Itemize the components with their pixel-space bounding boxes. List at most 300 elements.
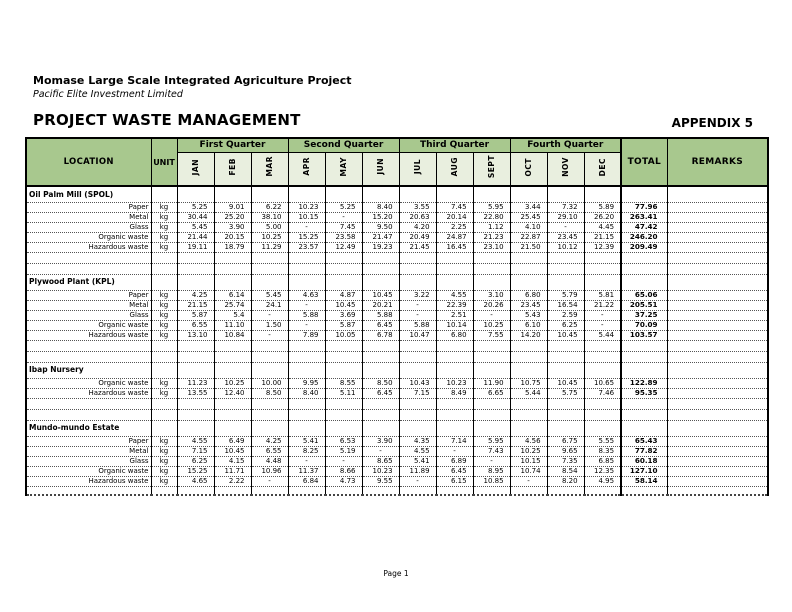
month-value-cell: 23.45 [547,232,584,242]
empty-cell [473,362,510,378]
month-value-cell: - [362,446,399,456]
empty-cell [399,274,436,290]
remarks-cell [667,420,768,436]
month-value-cell: 11.10 [214,320,251,330]
month-value-cell: 2.22 [214,476,251,486]
month-value-cell: 5.45 [177,222,214,232]
empty-cell [584,362,621,378]
spacer-cell [584,486,621,495]
spacer-cell [26,252,151,263]
month-value-cell: 5.00 [251,222,288,232]
month-value-cell: 6.84 [288,476,325,486]
empty-cell [214,362,251,378]
month-value-cell: 8.25 [288,446,325,456]
month-value-cell: 7.45 [436,202,473,212]
spacer-cell [362,263,399,274]
waste-type-label: Glass [26,456,151,466]
empty-cell [473,186,510,202]
spacer-cell [177,351,214,362]
table-row [26,436,768,446]
month-value-cell: 15.20 [362,212,399,222]
spacer-cell [251,486,288,495]
spacer-row [26,252,768,263]
month-value-cell: 10.15 [288,212,325,222]
month-value-cell: 7.46 [584,388,621,398]
spacer-cell [151,351,177,362]
spacer-cell [362,252,399,263]
month-value-cell: 8.95 [473,466,510,476]
empty-cell [177,420,214,436]
month-value-cell: 5.25 [325,202,362,212]
month-value-cell: 21.22 [584,300,621,310]
spacer-cell [667,409,768,420]
column-header-remarks: REMARKS [667,138,768,186]
remarks-cell [667,242,768,252]
quarter-header-first: First Quarter [177,138,288,152]
month-value-cell: 7.43 [473,446,510,456]
quarter-header-third: Third Quarter [399,138,510,152]
month-value-cell: 5.41 [399,456,436,466]
month-value-cell: - [399,310,436,320]
month-header-oct [510,152,547,186]
month-label: APR [301,157,311,177]
month-value-cell: 12.40 [214,388,251,398]
month-value-cell: 4.48 [251,456,288,466]
month-value-cell: 10.45 [547,378,584,388]
table-row [26,232,768,242]
unit-cell: kg [151,202,177,212]
spacer-cell [325,252,362,263]
waste-type-label: Paper [26,436,151,446]
month-value-cell: 11.23 [177,378,214,388]
month-value-cell: 6.80 [436,330,473,340]
month-value-cell: 10.47 [399,330,436,340]
month-value-cell: 2.51 [436,310,473,320]
month-value-cell: 5.88 [288,310,325,320]
spacer-cell [251,351,288,362]
empty-cell [510,186,547,202]
table-row [26,300,768,310]
month-value-cell: 6.45 [362,388,399,398]
spacer-cell [473,398,510,409]
empty-cell [362,420,399,436]
waste-type-label: Organic waste [26,320,151,330]
month-value-cell: 10.25 [214,378,251,388]
month-value-cell: 8.65 [362,456,399,466]
empty-cell [621,362,667,378]
spacer-cell [251,409,288,420]
month-value-cell: 6.55 [251,446,288,456]
month-value-cell: 21.15 [584,232,621,242]
row-total-cell: 65.43 [621,436,667,446]
empty-cell [399,362,436,378]
month-value-cell: 14.20 [510,330,547,340]
table-row [26,476,768,486]
month-header-dec [584,152,621,186]
month-value-cell: 23.57 [288,242,325,252]
month-value-cell: - [288,300,325,310]
spacer-cell [251,263,288,274]
month-value-cell: 5.11 [325,388,362,398]
spacer-cell [584,252,621,263]
spacer-cell [26,263,151,274]
month-value-cell: 10.85 [473,476,510,486]
month-value-cell: 6.15 [436,476,473,486]
month-value-cell: 6.49 [214,436,251,446]
spacer-cell [667,263,768,274]
column-header-total: TOTAL [621,138,667,186]
month-value-cell: 6.53 [325,436,362,446]
month-label: MAY [338,157,348,177]
month-value-cell: 5.25 [177,202,214,212]
month-label: MAR [264,156,274,178]
month-value-cell: 4.95 [584,476,621,486]
spacer-row [26,340,768,351]
waste-type-label: Paper [26,202,151,212]
unit-cell: kg [151,232,177,242]
month-value-cell: 5.88 [362,310,399,320]
month-label: OCT [523,157,533,176]
month-header-jun [362,152,399,186]
empty-cell [362,186,399,202]
month-value-cell: 3.90 [362,436,399,446]
month-value-cell: 10.74 [510,466,547,476]
table-row [26,320,768,330]
month-value-cell: 16.54 [547,300,584,310]
month-value-cell: - [436,446,473,456]
month-value-cell: 10.23 [436,378,473,388]
page-number: Page 1 [383,569,409,578]
month-value-cell: - [288,456,325,466]
month-value-cell: 10.45 [547,330,584,340]
month-value-cell: 4.73 [325,476,362,486]
empty-cell [399,186,436,202]
spacer-cell [436,340,473,351]
spacer-cell [667,340,768,351]
spacer-cell [214,263,251,274]
spacer-cell [584,409,621,420]
remarks-cell [667,320,768,330]
remarks-cell [667,274,768,290]
spacer-cell [177,409,214,420]
month-header-aug [436,152,473,186]
month-value-cell: 7.35 [547,456,584,466]
unit-cell: kg [151,436,177,446]
month-header-feb [214,152,251,186]
spacer-cell [288,398,325,409]
row-total-cell: 65.06 [621,290,667,300]
spacer-cell [288,486,325,495]
month-value-cell: 5.81 [584,290,621,300]
month-value-cell: 9.65 [547,446,584,456]
month-value-cell: 2.25 [436,222,473,232]
month-value-cell: 22.39 [436,300,473,310]
waste-type-label: Metal [26,300,151,310]
empty-cell [510,362,547,378]
month-value-cell: 22.80 [473,212,510,222]
month-value-cell: 24.87 [436,232,473,242]
row-total-cell: 246.20 [621,232,667,242]
remarks-cell [667,186,768,202]
quarter-header-row [26,138,768,152]
empty-cell [584,274,621,290]
spacer-cell [26,398,151,409]
month-value-cell: 4.55 [399,446,436,456]
row-total-cell: 209.49 [621,242,667,252]
waste-type-label: Glass [26,222,151,232]
month-label: FEB [227,158,237,176]
month-value-cell: 6.25 [177,456,214,466]
unit-cell: kg [151,222,177,232]
month-value-cell: 11.89 [399,466,436,476]
empty-cell [214,420,251,436]
remarks-cell [667,378,768,388]
month-value-cell: 5.44 [510,388,547,398]
spacer-cell [667,486,768,495]
waste-type-label: Organic waste [26,378,151,388]
unit-cell: kg [151,300,177,310]
month-value-cell: 5.41 [288,436,325,446]
table-row [26,330,768,340]
month-value-cell: 5.55 [584,436,621,446]
table-row [26,456,768,466]
month-value-cell: 23.45 [510,300,547,310]
month-value-cell: - [473,310,510,320]
waste-type-label: Hazardous waste [26,476,151,486]
empty-cell [177,274,214,290]
spacer-row [26,351,768,362]
spacer-cell [214,252,251,263]
month-value-cell: 4.25 [177,290,214,300]
month-label: JAN [190,158,200,175]
spacer-cell [288,252,325,263]
spacer-cell [26,351,151,362]
empty-cell [436,274,473,290]
section-title: Oil Palm Mill (SPOL) [26,186,151,202]
month-value-cell: 7.15 [177,446,214,456]
month-value-cell: 6.25 [547,320,584,330]
unit-cell: kg [151,242,177,252]
spacer-cell [547,263,584,274]
spacer-cell [177,263,214,274]
month-value-cell: 19.11 [177,242,214,252]
empty-cell [362,362,399,378]
empty-cell [473,274,510,290]
month-value-cell: 6.45 [362,320,399,330]
month-value-cell: 5.44 [584,330,621,340]
remarks-cell [667,290,768,300]
empty-cell [288,186,325,202]
spacer-cell [214,340,251,351]
month-value-cell: 10.96 [251,466,288,476]
month-value-cell: 5.87 [325,320,362,330]
spacer-cell [621,252,667,263]
month-value-cell: 25.74 [214,300,251,310]
remarks-cell [667,436,768,446]
month-value-cell: 11.37 [288,466,325,476]
spacer-cell [362,409,399,420]
waste-type-label: Hazardous waste [26,330,151,340]
month-value-cell: 16.45 [436,242,473,252]
appendix-label: APPENDIX 5 [671,116,753,130]
month-value-cell: 6.65 [473,388,510,398]
empty-cell [621,420,667,436]
month-value-cell: 6.14 [214,290,251,300]
month-value-cell: 20.26 [473,300,510,310]
column-header-unit: UNIT [151,138,177,186]
month-value-cell: 10.65 [584,378,621,388]
table-row [26,290,768,300]
month-value-cell: - [325,212,362,222]
month-value-cell: 21.44 [177,232,214,242]
table-row [26,310,768,320]
empty-cell [325,420,362,436]
month-value-cell: 10.75 [510,378,547,388]
empty-cell [288,420,325,436]
row-total-cell: 58.14 [621,476,667,486]
month-value-cell: 5.88 [399,320,436,330]
spacer-cell [288,409,325,420]
spacer-row [26,486,768,495]
month-value-cell: 20.15 [214,232,251,242]
month-value-cell: - [288,222,325,232]
unit-cell: kg [151,290,177,300]
spacer-row [26,409,768,420]
table-row [26,378,768,388]
waste-type-label: Organic waste [26,466,151,476]
spacer-cell [621,263,667,274]
month-value-cell: 30.44 [177,212,214,222]
month-value-cell: - [473,456,510,466]
unit-cell: kg [151,476,177,486]
row-total-cell: 263.41 [621,212,667,222]
empty-cell [214,186,251,202]
empty-cell [510,420,547,436]
month-value-cell: 25.20 [214,212,251,222]
month-value-cell: 8.49 [436,388,473,398]
row-total-cell: 37.25 [621,310,667,320]
month-value-cell: 15.25 [177,466,214,476]
month-header-jan [177,152,214,186]
empty-cell [584,420,621,436]
empty-cell [621,274,667,290]
spacer-cell [288,263,325,274]
month-value-cell: 3.69 [325,310,362,320]
month-value-cell: 6.10 [510,320,547,330]
month-value-cell: 10.15 [510,456,547,466]
spacer-row [26,263,768,274]
month-value-cell: 3.55 [399,202,436,212]
month-value-cell: 3.90 [214,222,251,232]
waste-type-label: Hazardous waste [26,242,151,252]
empty-cell [547,274,584,290]
spacer-cell [362,340,399,351]
month-value-cell: 12.35 [584,466,621,476]
spacer-cell [547,398,584,409]
spacer-cell [584,340,621,351]
month-value-cell: 21.47 [362,232,399,242]
section-title: Plywood Plant (KPL) [26,274,151,290]
spacer-cell [436,409,473,420]
waste-type-label: Organic waste [26,232,151,242]
spacer-cell [399,398,436,409]
month-value-cell: 4.15 [214,456,251,466]
remarks-cell [667,456,768,466]
month-value-cell: 10.45 [214,446,251,456]
unit-cell: kg [151,378,177,388]
spacer-cell [667,398,768,409]
month-value-cell: 20.63 [399,212,436,222]
remarks-cell [667,300,768,310]
spacer-cell [399,486,436,495]
spacer-cell [325,398,362,409]
waste-type-label: Metal [26,212,151,222]
spacer-cell [325,486,362,495]
month-label: JUL [412,159,422,175]
month-value-cell: 26.20 [584,212,621,222]
empty-cell [325,186,362,202]
month-header-may [325,152,362,186]
month-value-cell: 20.21 [362,300,399,310]
spacer-cell [510,409,547,420]
spacer-cell [325,351,362,362]
waste-type-label: Glass [26,310,151,320]
month-value-cell: 4.20 [399,222,436,232]
month-value-cell: 4.10 [510,222,547,232]
spacer-cell [436,486,473,495]
month-value-cell: 9.01 [214,202,251,212]
spacer-cell [151,252,177,263]
month-value-cell: 10.12 [547,242,584,252]
month-value-cell: 10.45 [325,300,362,310]
spacer-cell [151,409,177,420]
month-header-nov [547,152,584,186]
month-value-cell: 8.20 [547,476,584,486]
document-header [33,74,767,100]
month-value-cell: 11.90 [473,378,510,388]
spacer-cell [621,340,667,351]
month-value-cell: - [251,330,288,340]
month-value-cell: 1.50 [251,320,288,330]
month-value-cell: 1.12 [473,222,510,232]
spacer-cell [667,252,768,263]
section-header-row [26,362,768,378]
month-label: JUN [375,158,385,176]
month-value-cell: 3.10 [473,290,510,300]
spacer-cell [436,263,473,274]
table-row [26,466,768,476]
spacer-cell [547,340,584,351]
month-value-cell: 9.50 [362,222,399,232]
remarks-cell [667,446,768,456]
spacer-cell [510,351,547,362]
empty-cell [251,420,288,436]
spacer-cell [399,252,436,263]
month-value-cell: 5.79 [547,290,584,300]
month-value-cell: 10.25 [251,232,288,242]
month-value-cell: 5.95 [473,436,510,446]
waste-type-label: Paper [26,290,151,300]
table-body [26,186,768,495]
empty-cell [436,420,473,436]
month-value-cell: 5.43 [510,310,547,320]
month-value-cell: 21.15 [177,300,214,310]
spacer-cell [362,486,399,495]
empty-cell [547,186,584,202]
spacer-cell [362,398,399,409]
empty-cell [214,274,251,290]
empty-cell [362,274,399,290]
